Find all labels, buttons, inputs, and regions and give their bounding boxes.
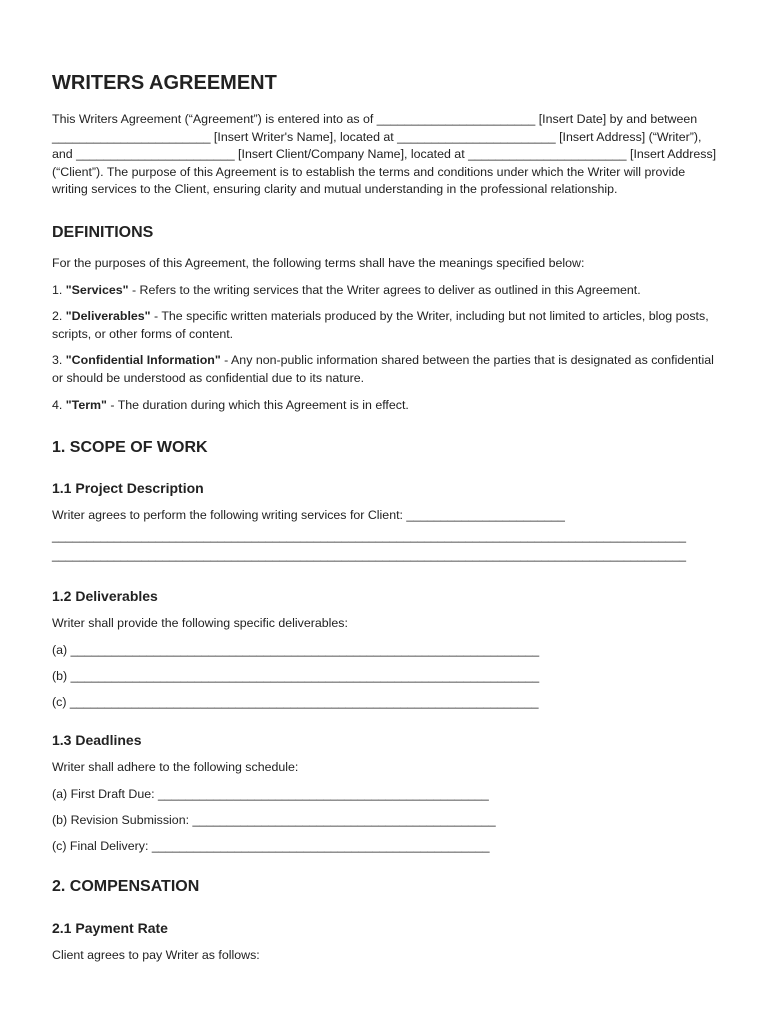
definitions-heading: DEFINITIONS bbox=[52, 223, 154, 241]
blank-line: ____________________________________________________________________________________________ bbox=[52, 548, 686, 563]
deliverables-text: Writer shall provide the following specific deliverables: bbox=[52, 616, 348, 631]
definition-term: "Term" bbox=[65, 397, 107, 412]
deliverable-item: (c) ____________________________________________________________________ bbox=[52, 695, 539, 710]
definition-term: "Deliverables" bbox=[65, 309, 151, 324]
deadline-item: (b) Revision Submission: ____________________________________________ bbox=[52, 813, 496, 828]
compensation-heading: 2. COMPENSATION bbox=[52, 878, 200, 896]
deadline-item: (c) Final Delivery: _________________________________________________ bbox=[52, 839, 490, 854]
definitions-intro: For the purposes of this Agreement, the following terms shall have the meanings specified below: bbox=[52, 255, 585, 270]
intro-paragraph: This Writers Agreement (“Agreement”) is entered into as of _______________________ [Insert Date] by and between _______________________ [Insert Writer's Name], located at _______________________ [Insert Address] (“Writer”), and _______________________ [Insert Client/Company Name], located at _______________________ [Insert Address] (“Client”). The purpose of this Agreement is to establish the terms and conditions under which the Writer will provide writing services to the Client, ensuring clarity and mutual understanding in the professional relationship. bbox=[52, 112, 717, 197]
project-description-text: Writer agrees to perform the following writing services for Client: _______________________ bbox=[52, 508, 565, 523]
deliverable-item: (a) ____________________________________________________________________ bbox=[52, 643, 540, 658]
definition-text: - Refers to the writing services that the Writer agrees to deliver as outlined in this Agreement. bbox=[128, 282, 641, 297]
definition-number: 4. bbox=[52, 397, 63, 412]
definition-text: - Any non-public information shared between the parties that is designated as confidential or should be understood as confidential due to its nature. bbox=[52, 353, 714, 385]
deliverable-item: (b) ____________________________________________________________________ bbox=[52, 669, 540, 684]
definition-text: - The specific written materials produced by the Writer, including but not limited to articles, blog posts, scripts, or other forms of content. bbox=[52, 309, 709, 341]
definition-term: "Services" bbox=[65, 282, 129, 297]
definition-item bbox=[52, 397, 722, 415]
definition-number: 1. bbox=[52, 282, 63, 297]
blank-line: ____________________________________________________________________________________________ bbox=[52, 529, 686, 544]
document-title: WRITERS AGREEMENT bbox=[52, 72, 277, 94]
definition-item bbox=[52, 282, 722, 300]
payment-rate-heading: 2.1 Payment Rate bbox=[52, 920, 168, 937]
project-description-heading: 1.1 Project Description bbox=[52, 480, 204, 497]
payment-rate-text: Client agrees to pay Writer as follows: bbox=[52, 948, 260, 963]
definition-term: "Confidential Information" bbox=[65, 353, 221, 368]
compensation-section bbox=[52, 877, 722, 964]
definition-number: 3. bbox=[52, 353, 63, 368]
definition-number: 2. bbox=[52, 309, 63, 324]
document-page bbox=[52, 70, 722, 964]
definition-item bbox=[52, 308, 722, 343]
deadlines-heading: 1.3 Deadlines bbox=[52, 732, 142, 749]
scope-heading: 1. SCOPE OF WORK bbox=[52, 439, 208, 457]
deadline-item: (a) First Draft Due: ________________________________________________ bbox=[52, 787, 489, 802]
deadlines-text: Writer shall adhere to the following schedule: bbox=[52, 760, 299, 775]
scope-section bbox=[52, 438, 722, 855]
deliverables-heading: 1.2 Deliverables bbox=[52, 588, 158, 605]
definition-item bbox=[52, 352, 722, 387]
definition-text: - The duration during which this Agreement is in effect. bbox=[106, 397, 409, 412]
definitions-section bbox=[52, 223, 722, 414]
